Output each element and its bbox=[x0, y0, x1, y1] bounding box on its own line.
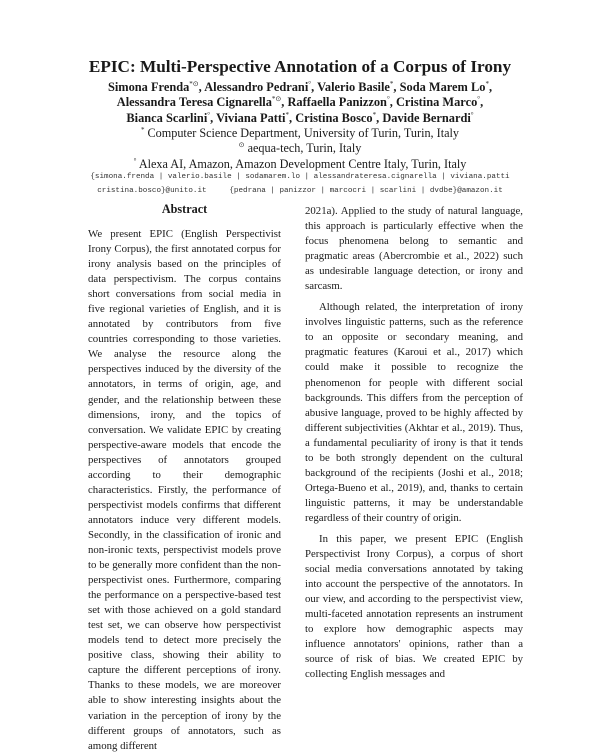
author-line-2: Alessandra Teresa Cignarella*⊙, Raffaella Panizzon°, Cristina Marco°, bbox=[116, 95, 484, 110]
author-name: Raffaella Panizzon bbox=[287, 95, 387, 110]
author-line-3: Bianca Scarlini°, Viviana Patti*, Cristina Bosco*, Davide Bernardi° bbox=[126, 110, 474, 125]
email-line: cristina.bosco}@unito.it {pedrana | panizzor | marcocri | scarlini | dvdbe}@amazon.it bbox=[97, 187, 503, 195]
affiliation-item bbox=[0, 126, 600, 141]
author-name: Davide Bernardi bbox=[382, 110, 471, 125]
author-name: Simona Frenda bbox=[107, 80, 190, 94]
author-name: Valerio Basile bbox=[317, 80, 390, 94]
author-line-1: Simona Frenda*⊙, Alessandro Pedrani°, Valerio Basile*, Soda Marem Lo*, bbox=[107, 80, 493, 94]
affiliation-mark: ° bbox=[477, 95, 481, 104]
affiliation-mark: ° bbox=[207, 110, 211, 119]
affiliation-mark: *⊙ bbox=[189, 80, 199, 88]
affiliation-mark: ° bbox=[386, 95, 390, 104]
author-name: Soda Marem Lo bbox=[399, 80, 486, 94]
left-column bbox=[88, 202, 281, 754]
affiliation-mark: ° bbox=[133, 156, 137, 165]
affiliation-mark: ° bbox=[470, 110, 474, 119]
affiliation-mark: ⊙ bbox=[238, 141, 245, 150]
email-line: {simona.frenda | valerio.basile | sodamarem.lo | alessandrateresa.cignarella | viviana.patti bbox=[90, 173, 510, 181]
affiliation-mark: * bbox=[372, 110, 377, 119]
affiliation-item bbox=[0, 141, 600, 156]
body-paragraph: 2021a). Applied to the study of natural language, this approach is particularly effective when the focus phenomena belong to semantic and pragmatic areas (Abercrombie et al., 2022) such as undesirable language detection, or irony and sarcasm. bbox=[305, 205, 523, 293]
paper-title: EPIC: Multi-Perspective Annotation of a Corpus of Irony bbox=[88, 57, 512, 76]
author-name: Bianca Scarlini bbox=[126, 110, 208, 125]
affiliation-mark: * bbox=[389, 80, 394, 88]
affiliation-mark: *⊙ bbox=[271, 95, 282, 104]
affiliations bbox=[0, 126, 600, 172]
author-name: Cristina Marco bbox=[395, 95, 478, 110]
body-paragraph: Although related, the interpretation of irony involves linguistic patterns, such as the reference to an opposite or secondary meaning, and pragmatic features (Karoui et al., 2017) which could make it possible to recognize the phenomenon for people with different social backgrounds. This differs from the perception of abusive language, proved to be highly affected by different subjectivities (Akhtar et al., 2019). Thus, a fundamental peculiarity of irony is that it tends to be both strongly dependent on the cultural background of the recipients (Joshi et al., 2018; Ortega-Bueno et al., 2019), and, thanks to certain linguistic patterns, it may be understandable regardless of their country of origin. bbox=[305, 301, 523, 524]
affiliation-mark: * bbox=[485, 80, 489, 88]
affiliation-mark: * bbox=[141, 126, 145, 134]
author-list bbox=[0, 80, 600, 126]
author-name: Alessandro Pedrani bbox=[204, 80, 309, 94]
affiliation-mark: * bbox=[285, 110, 289, 119]
author-name: Viviana Patti bbox=[216, 110, 286, 125]
body-paragraph: In this paper, we present EPIC (English Perspectivist Irony Corpus), a corpus of short social media conversations annotated by taking into account the perspective of the annotators. In our view, and according to the perspectivist view, multi-faceted annotation represents an instrument to explore how demographic aspects may influence annotators' opinions, rather than a source of risk of bias. We created EPIC by collecting English messages and bbox=[305, 532, 523, 681]
affiliation-text: aequa-tech, Turin, Italy bbox=[247, 141, 362, 156]
author-name: Cristina Bosco bbox=[295, 110, 373, 125]
abstract-heading: Abstract bbox=[161, 202, 208, 216]
affiliation-text: Computer Science Department, University of Turin, Turin, Italy bbox=[147, 126, 459, 140]
affiliation-mark: ° bbox=[308, 80, 312, 88]
affiliation-text: Alexa AI, Amazon, Amazon Development Centre Italy, Turin, Italy bbox=[138, 156, 467, 171]
abstract-text: We present EPIC (English Perspectivist Irony Corpus), the first annotated corpus for irony analysis based on the principles of data perspectivism. The corpus contains short conversations from social media in five regional varieties of English, and it is annotated by contributors from five countries corresponding to those varieties. We analyse the resource along the perspectives induced by the diversity of the annotators, in terms of origin, age, and gender, and the relationship between these dimensions, irony, and the topics of conversation. We validate EPIC by creating perspective-aware models that encode the perspectives of annotators grouped according to their demographic characteristics. Firstly, the performance of perspectivist models confirms that different annotators induce very different models. Secondly, in the classification of ironic and non-ironic texts, perspectivist models prove to be generally more confident than the non-perspectivist ones. Furthermore, comparing the performance on a perspective-based test set with those achieved on a gold standard test set, we can observe how perspectivist models tend to detect more precisely the positive class, showing their ability to capture the different perceptions of irony. Thanks to these models, we are moreover able to show interesting insights about the variation in the perception of irony by the different groups of annotators, such as among different bbox=[88, 228, 281, 752]
right-column bbox=[305, 204, 523, 682]
email-block bbox=[0, 170, 600, 198]
author-name: Alessandra Teresa Cignarella bbox=[116, 95, 272, 110]
